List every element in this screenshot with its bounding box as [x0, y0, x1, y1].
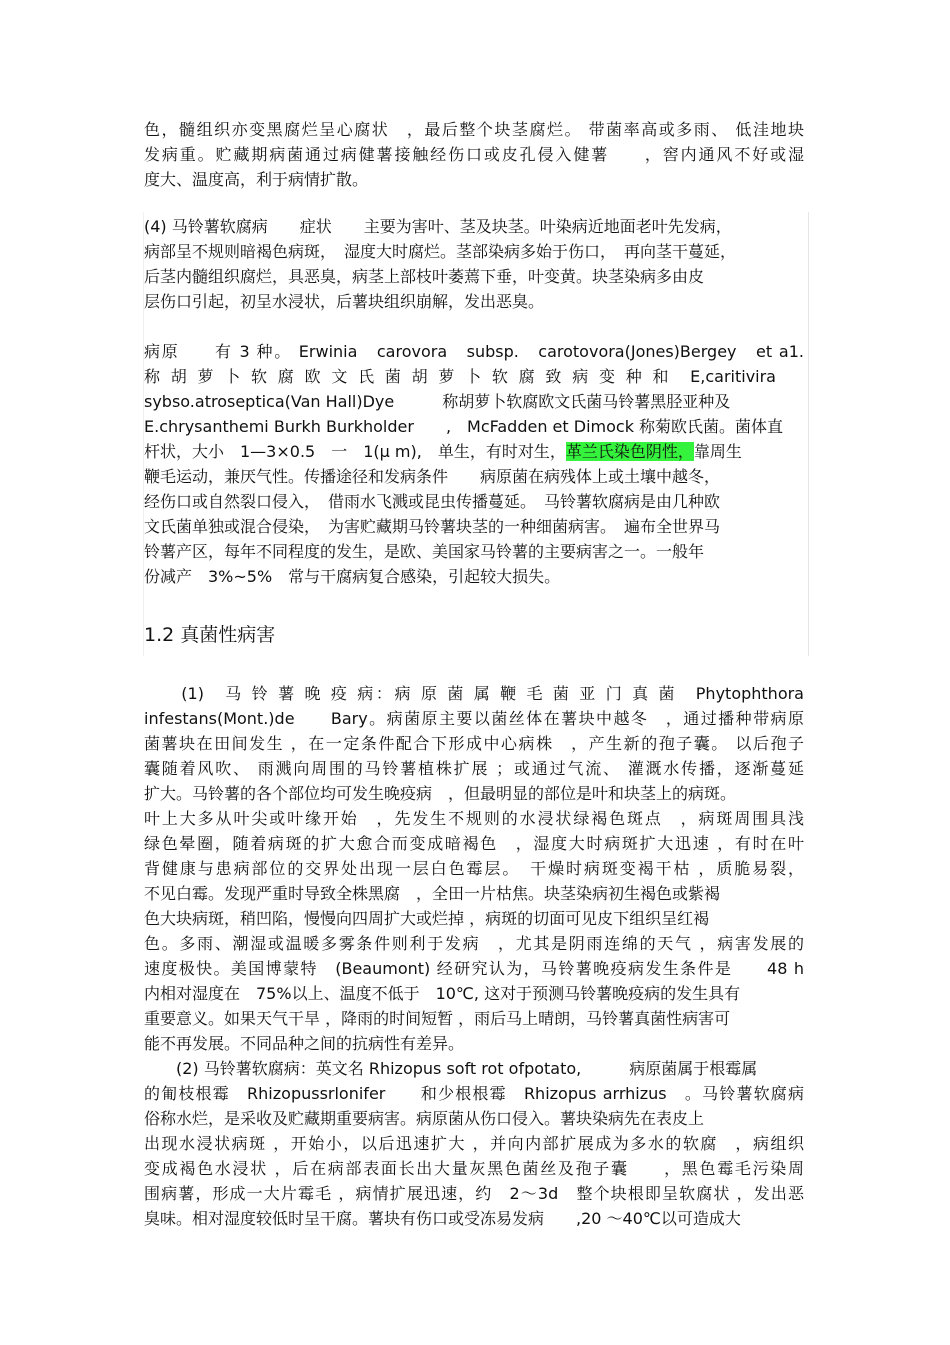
- text-line: sybso.atroseptica(Van Hall)Dye 称胡萝卜软腐欧文氏菌马铃薯黑胫亚种及: [144, 392, 731, 411]
- text-line: 出现水浸状病斑 ，开始小，以后迅速扩大 ，并向内部扩展成为多水的软腐 ，病组织: [144, 1134, 804, 1153]
- text-line: 鞭毛运动，兼厌气性。传播途径和发病条件 病原菌在病残体上或土壤中越冬，: [144, 467, 721, 486]
- text-line: 菌薯块在田间发生 ，在一定条件配合下形成中心病株 ，产生新的孢子囊。 以后孢子: [144, 734, 804, 753]
- paragraph-rhizopus-soft-rot: [144, 1056, 804, 1231]
- text-line: 文氏菌单独或混合侵染， 为害贮藏期马铃薯块茎的一种细菌病害。 遍布全世界马: [144, 517, 721, 536]
- text-line: 重要意义。如果天气干旱 ，降雨的时间短暂 ，雨后马上晴朗，马铃薯真菌性病害可: [144, 1009, 731, 1028]
- text-line: (2) 马铃薯软腐病：英文名 Rhizopus soft rot ofpotato, 病原菌属于根霉属: [144, 1059, 758, 1078]
- section-heading: 1.2 真菌性病害: [144, 624, 276, 646]
- text-line: 色。多雨、潮湿或温暖多雾条件则利于发病 ，尤其是阴雨连绵的天气 ，病害发展的: [144, 934, 804, 953]
- text-line: 围病薯，形成一大片霉毛 ，病情扩展迅速，约 2～3d 整个块根即呈软腐状 ，发出恶: [144, 1184, 804, 1203]
- paragraph-pathogen: [144, 339, 804, 589]
- text-line: 的匍枝根霉 Rhizopussrlonifer 和少根根霉 Rhizopus arrhizus 。马铃薯软腐病: [144, 1084, 804, 1103]
- paragraph-late-blight: [144, 681, 804, 1056]
- text-line: 层伤口引起，初呈水浸状，后薯块组织崩解，发出恶臭。: [144, 292, 545, 311]
- text-line-with-highlight: [144, 439, 804, 464]
- text-line: 经伤口或自然裂口侵入， 借雨水飞溅或昆虫传播蔓延。 马铃薯软腐病是由几种欧: [144, 492, 721, 511]
- text-line: 内相对湿度在 75%以上、温度不低于 10℃, 这对于预测马铃薯晚疫病的发生具有: [144, 984, 741, 1003]
- text-line: 不见白霉。发现严重时导致全株黑腐 ，全田一片枯焦。块茎染病初生褐色或紫褐: [144, 884, 721, 903]
- text-line: 绿色晕圈，随着病斑的扩大愈合而变成暗褐色 ，湿度大时病斑扩大迅速 ，有时在叶: [144, 834, 804, 853]
- text-line: 后茎内髓组织腐烂，具恶臭，病茎上部枝叶萎蔫下垂，叶变黄。块茎染病多由皮: [144, 267, 705, 286]
- text-line: 扩大。马铃薯的各个部位均可发生晚疫病 ，但最明显的部位是叶和块茎上的病斑。: [144, 784, 737, 803]
- text-line: 背健康与患病部位的交界处出现一层白色霉层。 干燥时病斑变褐干枯 ，质脆易裂，: [144, 859, 804, 878]
- text-line: 变成褐色水浸状 ，后在病部表面长出大量灰黑色菌丝及孢子囊 ，黑色霉毛污染周: [144, 1159, 804, 1178]
- text-line: 病原 有 3 种。 Erwinia carovora subsp. carotovora(Jones)Bergey et a1.: [144, 342, 804, 361]
- text-line: 臭味。相对湿度较低时呈干腐。薯块有伤口或受冻易发病 ,20 ～40℃以可造成大: [144, 1209, 741, 1228]
- text-line: 叶上大多从叶尖或叶缘开始 ，先发生不规则的水浸状绿褐色斑点 ，病斑周围具浅: [144, 809, 804, 828]
- paragraph-1: [144, 117, 804, 192]
- text-line: infestans(Mont.)de Bary。病菌原主要以菌丝体在薯块中越冬 ，通过播种带病原: [144, 709, 804, 728]
- text-line: (1) 马 铃 薯 晚 疫 病：病 原 菌 属 鞭 毛 菌 亚 门 真 菌 Phytophthora: [144, 684, 804, 703]
- text-segment: 靠周生: [693, 442, 742, 461]
- text-line: 份减产 3%~5% 常与干腐病复合感染，引起较大损失。: [144, 567, 561, 586]
- text-line: 度大、温度高，利于病情扩散。: [144, 170, 369, 189]
- text-line: 色大块病斑，稍凹陷，慢慢向四周扩大或烂掉 ，病斑的切面可见皮下组织呈红褐: [144, 909, 710, 928]
- text-line: (4) 马铃薯软腐病 症状 主要为害叶、茎及块茎。叶染病近地面老叶先发病，: [144, 217, 732, 236]
- text-line: E.chrysanthemi Burkh Burkholder , McFadden et Dimock 称菊欧氏菌。菌体直: [144, 417, 784, 436]
- text-line: 发病重。贮藏期病菌通过病健薯接触经伤口或皮孔侵入健薯 ，窖内通风不好或湿: [144, 145, 804, 164]
- text-line: 俗称水烂，是采收及贮藏期重要病害。病原菌从伤口侵入。薯块染病先在表皮上: [144, 1109, 705, 1128]
- text-line: 速度极快。美国博蒙特 (Beaumont) 经研究认为，马铃薯晚疫病发生条件是 48 h: [144, 959, 804, 978]
- text-line: 囊随着风吹、 雨溅向周围的马铃薯植株扩展 ；或通过气流、 灌溉水传播，逐渐蔓延: [144, 759, 804, 778]
- text-line: 称 胡 萝 卜 软 腐 欧 文 氏 菌 胡 萝 卜 软 腐 致 病 变 种 和 E,caritivira: [144, 367, 776, 386]
- text-line: 病部呈不规则暗褐色病斑， 湿度大时腐烂。茎部染病多始于伤口， 再向茎干蔓延，: [144, 242, 737, 261]
- text-segment: 杆状，大小 1—3×0.5 一 1(μ m), 单生，有时对生，: [144, 442, 566, 461]
- text-line: 铃薯产区，每年不同程度的发生，是欧、美国家马铃薯的主要病害之一。一般年: [144, 542, 705, 561]
- text-line: 色，髓组织亦变黑腐烂呈心腐状 ，最后整个块茎腐烂。 带菌率高或多雨、 低洼地块: [144, 120, 804, 139]
- paragraph-potato-soft-rot-symptoms: [144, 214, 794, 314]
- text-line: 能不再发展。不同品种之间的抗病性有差异。: [144, 1034, 465, 1053]
- highlighted-text: 革兰氏染色阴性，: [565, 442, 694, 461]
